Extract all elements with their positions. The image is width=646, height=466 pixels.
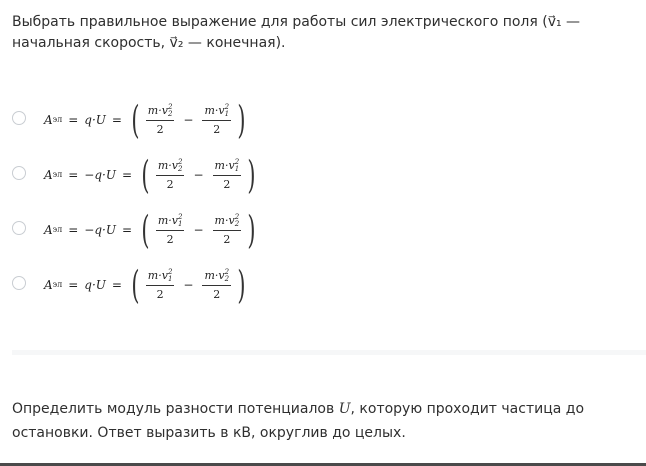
fraction-1 [156,214,185,246]
minus-sign: − [193,222,204,237]
minus-sign: − [183,112,194,127]
left-paren: ( [131,262,140,307]
section-divider [12,350,646,355]
formula-lhs: A [44,277,53,292]
superscript: 2 [178,157,183,166]
subscript: 2 [234,219,240,228]
fraction-denominator: 2 [223,232,231,246]
subscript: 2 [224,274,230,283]
question-2-part-1: Определить модуль разности потенциалов [12,401,339,417]
numerator-text: m·v [214,213,235,227]
formula [44,147,259,202]
superscript: 2 [167,267,173,276]
formula-lhs: A [44,167,53,182]
potential-symbol: U [338,401,351,417]
subscript: 1 [234,164,240,173]
formula [44,202,259,257]
answer-option-1[interactable] [0,92,646,147]
sup-sub [178,214,182,228]
subscript: 2 [167,109,173,118]
superscript: 2 [234,212,240,221]
left-paren: ( [131,97,140,142]
sup-sub [178,159,182,173]
question-1-label: Выбрать правильное выражение для работы сил электрического поля (v⃗₁ — начальная скорость, v⃗₂ — конечная). [12,14,581,51]
numerator-text: m·v [157,213,179,227]
formula-equals: = [121,222,133,237]
formula-equals: = [68,112,79,127]
numerator-text: m·v [204,103,225,117]
fraction-denominator: 2 [213,287,221,301]
radio-button[interactable] [12,221,26,235]
fraction-numerator [146,104,175,121]
fraction-2 [213,214,242,246]
question-1-text [12,12,638,54]
formula-prefix: −q·U [84,167,116,182]
formula-equals: = [111,112,122,127]
fraction-1 [156,159,185,191]
formula-equals: = [121,167,133,182]
formula-equals: = [68,167,79,182]
sup-sub [168,269,172,283]
fraction-denominator: 2 [213,122,221,136]
formula-prefix: q·U [84,277,106,292]
right-paren: ) [247,152,256,197]
sup-sub [168,104,172,118]
formula-prefix: −q·U [84,222,116,237]
fraction-denominator: 2 [223,177,231,191]
numerator-text: m·v [214,158,235,172]
question-2-text [12,397,642,445]
subscript: 1 [224,109,230,118]
answer-options [0,92,646,312]
numerator-text: m·v [147,268,168,282]
formula-lhs-sub: эл [52,280,63,289]
minus-sign: − [193,167,204,182]
superscript: 2 [224,267,230,276]
fraction-1 [146,269,175,301]
left-paren: ( [141,152,150,197]
sup-sub [235,159,239,173]
formula-equals: = [68,277,79,292]
superscript: 2 [224,102,230,111]
formula-lhs-sub: эл [52,170,63,179]
radio-button[interactable] [12,166,26,180]
formula-prefix: q·U [84,112,106,127]
fraction-2 [202,269,231,301]
formula-lhs-sub: эл [52,225,63,234]
fraction-denominator: 2 [166,177,174,191]
question-2-part-2: , которую проходит частица до остановки. Ответ выразить в кВ, округлив до целых. [12,401,585,441]
fraction-numerator [156,159,185,176]
fraction-denominator: 2 [156,122,164,136]
formula-equals: = [68,222,79,237]
fraction-1 [146,104,175,136]
radio-button[interactable] [12,111,26,125]
formula-equals: = [111,277,122,292]
right-paren: ) [237,262,246,307]
numerator-text: m·v [204,268,225,282]
fraction-denominator: 2 [166,232,174,246]
fraction-2 [213,159,242,191]
numerator-text: m·v [157,158,179,172]
answer-option-2[interactable] [0,147,646,202]
subscript: 1 [178,219,183,228]
fraction-numerator [202,269,231,286]
formula-lhs: A [44,222,53,237]
fraction-numerator [213,214,242,231]
fraction-numerator [202,104,231,121]
sup-sub [235,214,239,228]
superscript: 2 [234,157,240,166]
right-paren: ) [247,207,256,252]
minus-sign: − [183,277,194,292]
formula [44,257,249,312]
answer-option-3[interactable] [0,202,646,257]
radio-button[interactable] [12,276,26,290]
formula [44,92,249,147]
fraction-2 [202,104,231,136]
answer-option-4[interactable] [0,257,646,312]
subscript: 2 [178,164,183,173]
sup-sub [225,269,229,283]
superscript: 2 [167,102,173,111]
left-paren: ( [141,207,150,252]
formula-lhs-sub: эл [52,115,63,124]
sup-sub [225,104,229,118]
right-paren: ) [237,97,246,142]
superscript: 2 [178,212,183,221]
subscript: 1 [167,274,173,283]
numerator-text: m·v [147,103,168,117]
fraction-denominator: 2 [156,287,164,301]
fraction-numerator [146,269,175,286]
fraction-numerator [213,159,242,176]
fraction-numerator [156,214,185,231]
formula-lhs: A [44,112,53,127]
